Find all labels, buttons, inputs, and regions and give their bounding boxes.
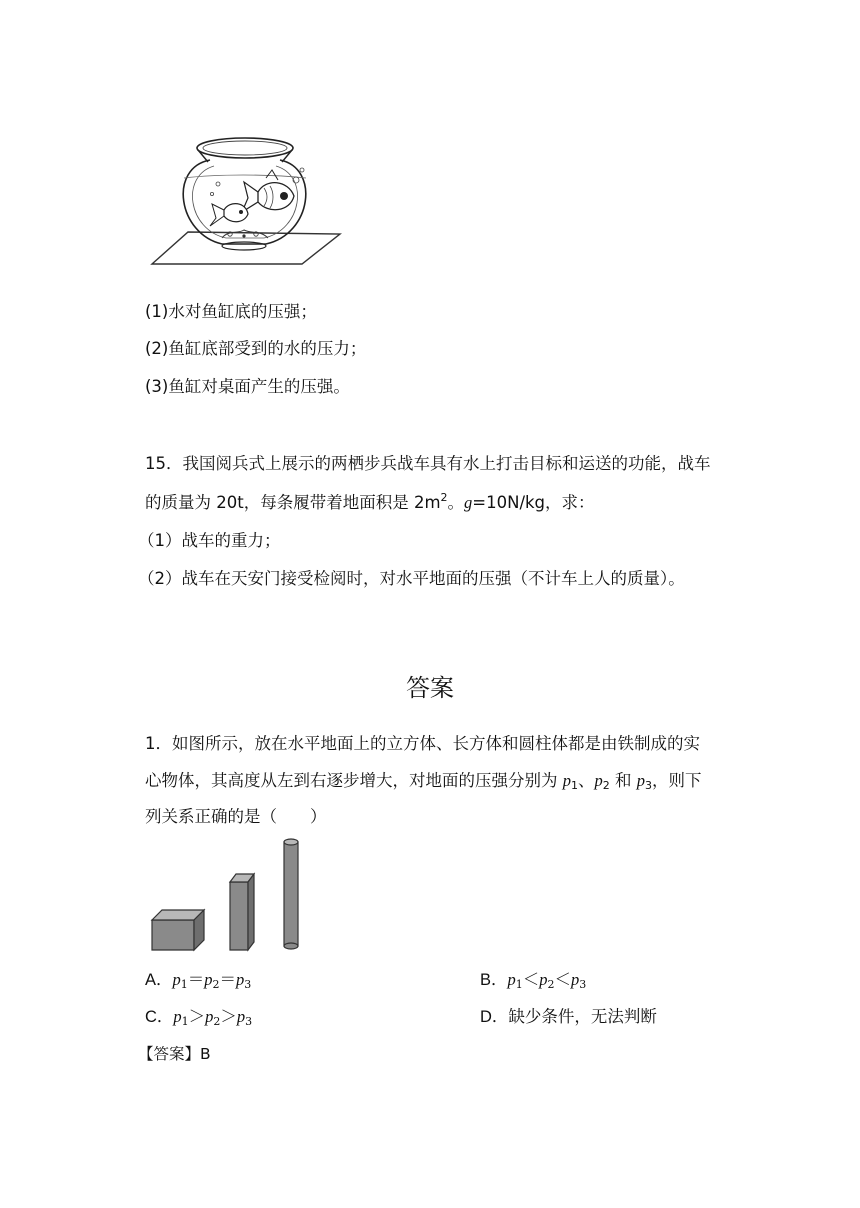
opt-c-p2: p xyxy=(205,1007,214,1026)
opt-a-p1: p xyxy=(172,970,181,989)
opt-b-s2: 2 xyxy=(547,978,555,991)
opt-a-op1: ＝ xyxy=(187,970,205,989)
q1-text-end: ，则下 xyxy=(652,771,702,790)
p1-sub: 1 xyxy=(571,779,578,792)
opt-a-p3: p xyxy=(236,970,245,989)
p1-symbol: p xyxy=(562,771,571,790)
solids-figure xyxy=(148,836,308,954)
q15-text-b: 。 xyxy=(447,493,465,512)
opt-c-s2: 2 xyxy=(213,1015,221,1028)
answer-q1-line-3: 列关系正确的是（ ） xyxy=(145,807,327,826)
option-a-label: A． xyxy=(145,971,173,989)
option-d[interactable] xyxy=(480,1006,657,1028)
question-15-line-2 xyxy=(145,492,595,514)
cuboid-shape xyxy=(230,874,254,950)
answer-q1-line-2 xyxy=(145,770,702,792)
cylinder-shape xyxy=(284,839,298,949)
opt-a-s1: 1 xyxy=(180,978,188,991)
cube-shape xyxy=(152,910,204,950)
opt-b-p3: p xyxy=(571,970,580,989)
opt-b-s3: 3 xyxy=(579,978,587,991)
opt-b-s1: 1 xyxy=(515,978,523,991)
question-14-item-1: (1)水对鱼缸底的压强； xyxy=(145,302,317,321)
option-a[interactable] xyxy=(145,969,251,991)
question-14-item-2: (2)鱼缸底部受到的水的压力； xyxy=(145,339,367,358)
q15-text-c: =10N/kg，求： xyxy=(472,493,595,512)
opt-c-p1: p xyxy=(173,1007,182,1026)
option-c-label: C． xyxy=(145,1008,174,1026)
option-d-text: 缺少条件，无法判断 xyxy=(508,1007,657,1026)
q15-sup: 2 xyxy=(440,491,448,504)
opt-a-s2: 2 xyxy=(212,978,220,991)
q1-text-a: 心物体，其高度从左到右逐步增大，对地面的压强分别为 xyxy=(145,771,563,790)
opt-a-s3: 3 xyxy=(244,978,252,991)
opt-c-op1: ＞ xyxy=(188,1007,206,1026)
opt-c-s3: 3 xyxy=(245,1015,253,1028)
option-c[interactable] xyxy=(145,1006,252,1028)
opt-c-p3: p xyxy=(236,1007,246,1026)
p2-sub: 2 xyxy=(602,779,610,792)
option-b-label: B． xyxy=(480,971,508,989)
opt-b-p2: p xyxy=(539,970,548,989)
question-15-item-1: （1）战车的重力； xyxy=(138,531,281,550)
q15-g-symbol: g xyxy=(464,493,473,512)
opt-b-op1: ＜ xyxy=(522,970,540,989)
p2-symbol: p xyxy=(594,771,603,790)
q1-sep: 、 xyxy=(578,771,595,790)
small-fish-icon xyxy=(210,204,248,226)
option-b[interactable] xyxy=(480,969,586,991)
q1-and: 和 xyxy=(609,771,637,790)
opt-b-op2: ＜ xyxy=(554,970,572,989)
question-15-item-2: （2）战车在天安门接受检阅时，对水平地面的压强（不计车上人的质量）。 xyxy=(138,569,685,588)
opt-c-s1: 1 xyxy=(181,1015,189,1028)
p3-sub: 3 xyxy=(645,779,652,792)
answers-heading: 答案 xyxy=(406,674,454,702)
opt-a-op2: ＝ xyxy=(219,970,237,989)
question-14-item-3: (3)鱼缸对桌面产生的压强。 xyxy=(145,377,350,396)
question-15-line-1: 15．我国阅兵式上展示的两栖步兵战车具有水上打击目标和运送的功能，战车 xyxy=(145,454,711,473)
opt-c-op2: ＞ xyxy=(220,1007,237,1026)
answer-q1-line-1: 1．如图所示，放在水平地面上的立方体、长方体和圆柱体都是由铁制成的实 xyxy=(145,734,700,753)
p3-symbol: p xyxy=(636,771,645,790)
opt-b-p1: p xyxy=(507,970,516,989)
opt-a-p2: p xyxy=(204,970,213,989)
q15-text-a: 的质量为 20t，每条履带着地面积是 2m xyxy=(145,493,441,512)
answer-q1-result: 【答案】B xyxy=(138,1045,211,1063)
option-d-label: D． xyxy=(480,1008,509,1026)
fishbowl-figure xyxy=(148,130,344,270)
